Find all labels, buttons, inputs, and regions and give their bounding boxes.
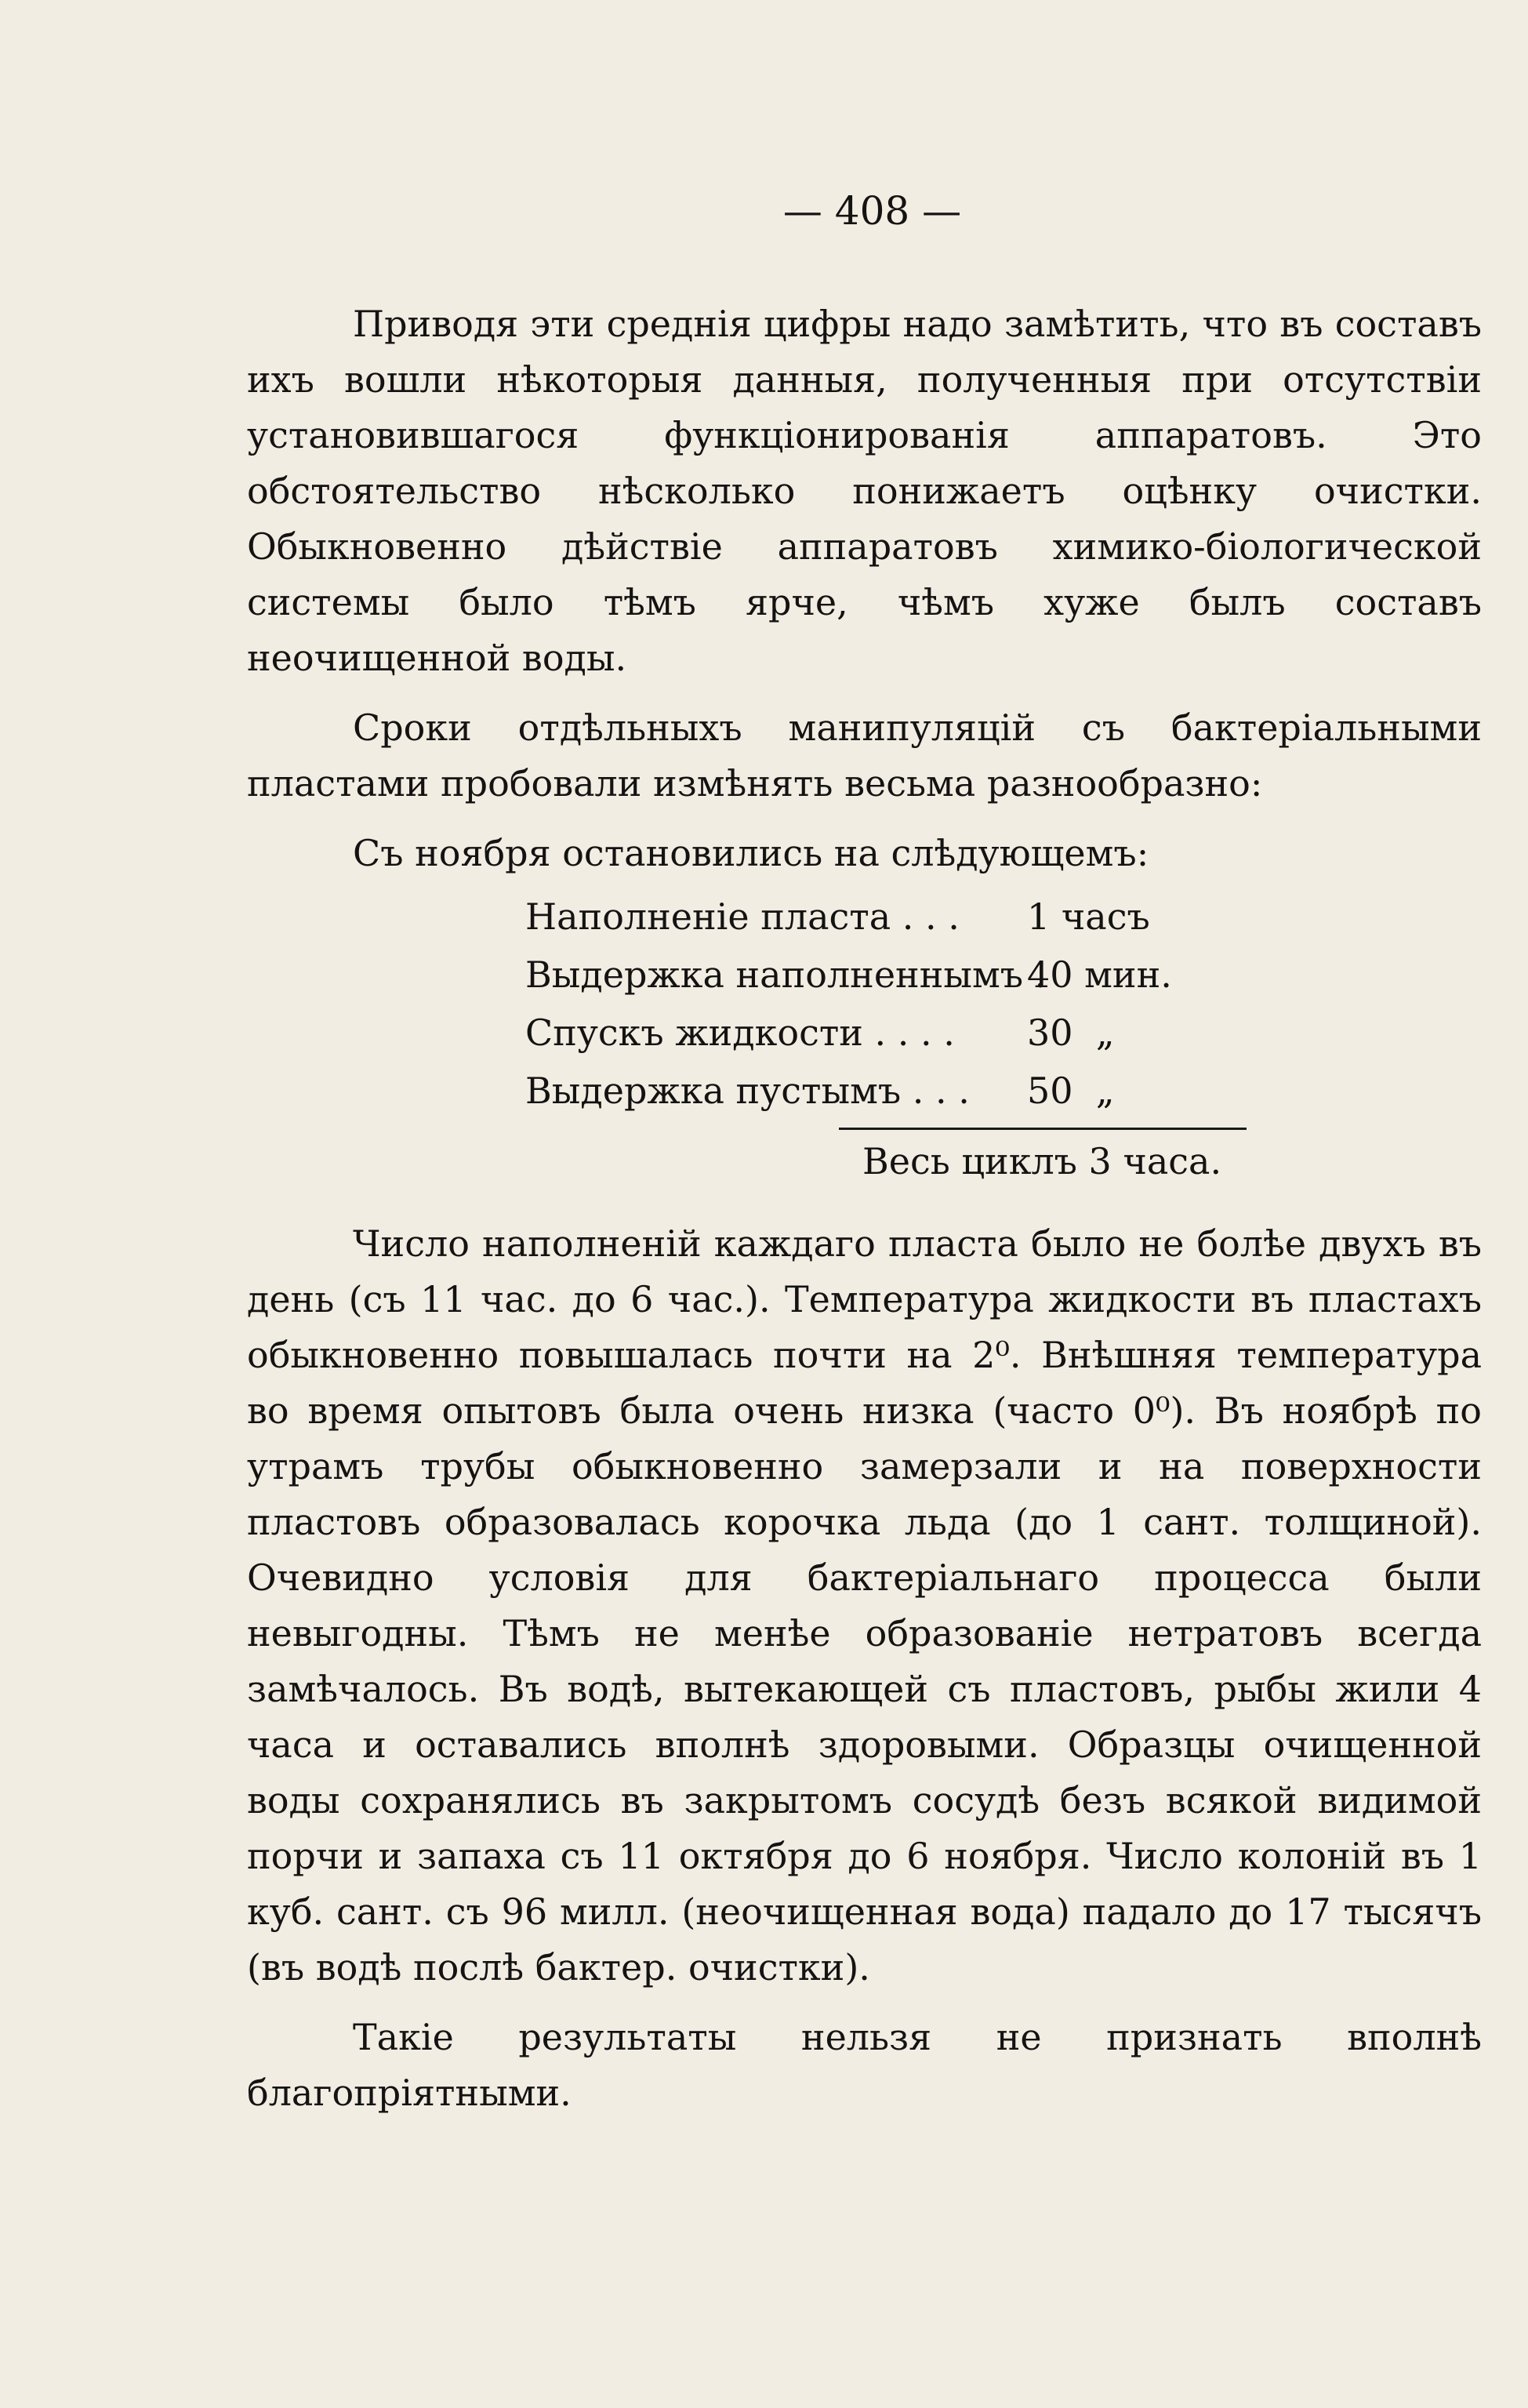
schedule-total: Весь циклъ 3 часа. [862,1140,1222,1182]
page-content [247,188,1482,2121]
schedule-value: 50 „ [1027,1070,1115,1112]
paragraph-conclusion: Такіе результаты нельзя не признать вполнѣ благопріятными. [247,2016,1482,2114]
schedule-row [525,1004,1482,1062]
schedule-label: Наполненіе пласта . . . [525,895,960,938]
paragraph-intro: Приводя эти среднія цифры надо замѣтить, что въ составъ ихъ вошли нѣкоторыя данныя, полученныя при отсутствіи установившагося функціонированія аппаратовъ. Это обстоятельство нѣсколько понижаетъ оцѣнку очистки. Обыкновенно дѣйствіе аппаратовъ химико-біологической системы было тѣмъ ярче, чѣмъ хуже былъ составъ неочищенной воды. [247,303,1482,679]
schedule-row [525,946,1482,1004]
schedule-label: Выдержка пустымъ . . . [525,1070,970,1112]
schedule-label: Спускъ жидкости . . . . [525,1012,955,1054]
schedule-table [525,888,1482,1193]
page-number: — 408 — [782,188,962,234]
schedule-value: 30 „ [1027,1012,1115,1054]
schedule-label: Выдержка наполненнымъ . [525,953,1047,996]
paragraph-november: Съ ноября остановились на слѣдующемъ: [353,832,1149,874]
schedule-row [525,1062,1482,1120]
schedule-row [525,888,1482,946]
paragraph-results: Число наполненій каждаго пласта было не болѣе двухъ въ день (съ 11 час. до 6 час.). Температура жидкости въ пластахъ обыкновенно повышалась почти на 2⁰. Внѣшняя температура во время опытовъ была очень низка (часто 0⁰). Въ ноябрѣ по утрамъ трубы обыкновенно замерзали и на поверхности пластовъ образовалась корочка льда (до 1 сант. толщиной). Очевидно условія для бактеріальнаго процесса были невыгодны. Тѣмъ не менѣе образованіе нетратовъ всегда замѣчалось. Въ водѣ, вытекающей съ пластовъ, рыбы жили 4 часа и оставались вполнѣ здоровыми. Образцы очищенной воды сохранялись въ закрытомъ сосудѣ безъ всякой видимой порчи и запаха съ 11 октября до 6 ноября. Число колоній въ 1 куб. сант. съ 96 милл. (неочищенная вода) падало до 17 тысячъ (въ водѣ послѣ бактер. очистки). [247,1222,1482,1989]
schedule-value: 40 мин. [1027,953,1172,996]
paragraph-schedule-intro: Сроки отдѣльныхъ манипуляцій съ бактеріальными пластами пробовали измѣнять весьма разнообразно: [247,706,1482,804]
schedule-value: 1 часъ [1027,895,1150,938]
